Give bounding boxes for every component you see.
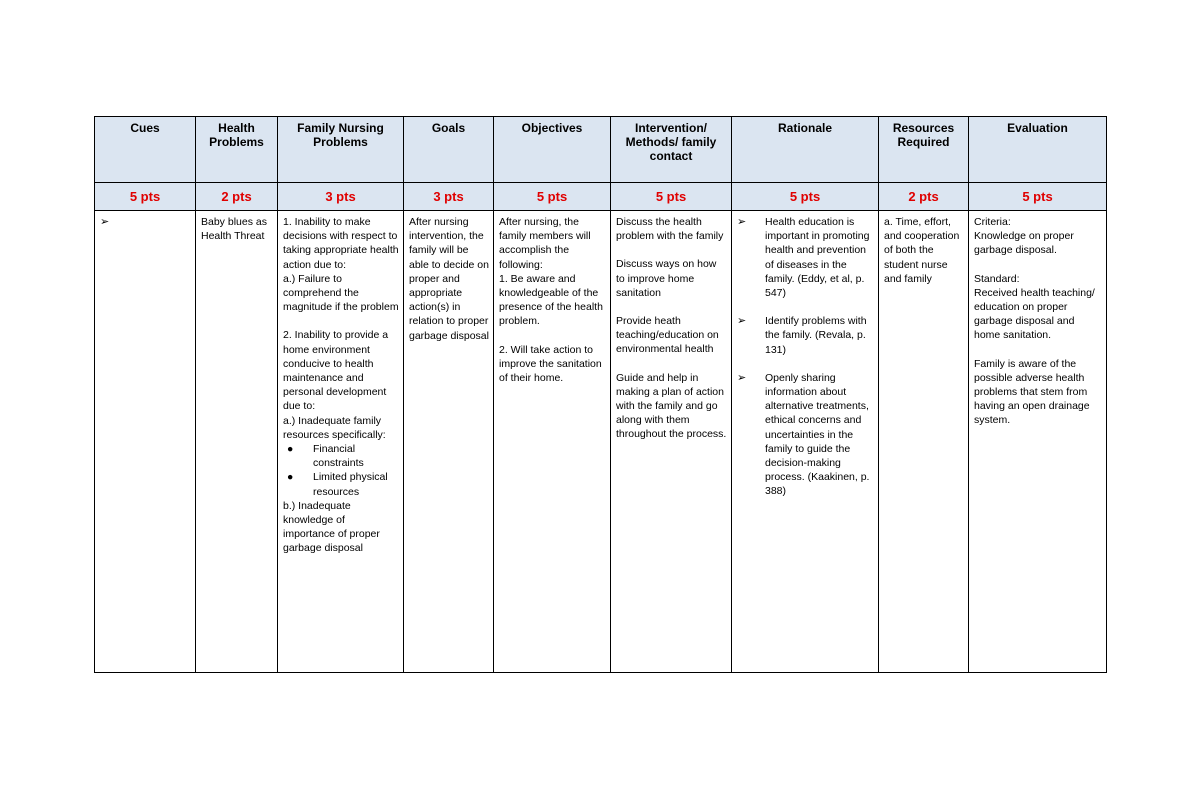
cell-family-nursing-problems (278, 211, 404, 673)
cell-health-problem (196, 211, 278, 673)
health-problem-text: Baby blues as Health Threat (201, 216, 267, 243)
evaluation-criteria: Knowledge on proper garbage disposal. (974, 230, 1074, 257)
intervention-item: Guide and help in making a plan of action with the family and go along with them throughout the process. (616, 371, 727, 441)
header-family-nursing-problems: Family Nursing Problems (278, 117, 404, 183)
fnp-problem-1: 1. Inability to make decisions with respect to taking appropriate health action due to: (283, 216, 399, 271)
points-intervention: 5 pts (611, 183, 732, 211)
header-cues: Cues (95, 117, 196, 183)
points-health-problems: 2 pts (196, 183, 278, 211)
arrow-bullet-icon: ➢ (737, 315, 747, 328)
intervention-item: Provide heath teaching/education on environmental health (616, 315, 719, 356)
fnp-problem-2b: b.) Inadequate knowledge of importance of proper garbage disposal (283, 499, 380, 555)
rationale-item (737, 215, 874, 300)
fnp-problem-2a: a.) Inadequate family resources specifically: (283, 414, 386, 441)
cell-cues (95, 211, 196, 673)
intervention-item: Discuss the health problem with the family (616, 216, 724, 243)
arrow-bullet-icon: ➢ (737, 371, 747, 384)
evaluation-standard: Received health teaching/ education on proper garbage disposal and home sanitation. (974, 286, 1095, 342)
header-objectives: Objectives (494, 117, 611, 183)
points-evaluation: 5 pts (969, 183, 1107, 211)
rationale-text: Health education is important in promoting health and prevention of diseases in the family. (Eddy, et al, p. 547) (765, 216, 870, 300)
evaluation-criteria-label: Criteria: (974, 216, 1011, 228)
header-intervention: Intervention/ Methods/ family contact (611, 117, 732, 183)
header-rationale: Rationale (732, 117, 879, 183)
points-resources: 2 pts (879, 183, 969, 211)
rationale-item (737, 314, 874, 357)
cell-interventions (611, 211, 732, 673)
points-rationale: 5 pts (732, 183, 879, 211)
resources-text: a. Time, effort, and cooperation of both the student nurse and family (884, 216, 960, 285)
cell-rationale (732, 211, 879, 673)
cell-objectives (494, 211, 611, 673)
points-row (95, 183, 1107, 211)
points-goals: 3 pts (404, 183, 494, 211)
objective-1: 1. Be aware and knowledgeable of the presence of the health problem. (499, 272, 603, 328)
cell-goals (404, 211, 494, 673)
rationale-text: Identify problems with the family. (Revala, p. 131) (765, 315, 867, 356)
points-objectives: 5 pts (494, 183, 611, 211)
round-bullet-icon: ● (287, 443, 294, 456)
objectives-intro: After nursing, the family members will accomplish the following: (499, 216, 591, 271)
header-goals: Goals (404, 117, 494, 183)
cell-evaluation (969, 211, 1107, 673)
evaluation-standard-label: Standard: (974, 272, 1020, 285)
header-evaluation: Evaluation (969, 117, 1107, 183)
objective-2: 2. Will take action to improve the sanitation of their home. (499, 343, 602, 385)
intervention-item: Discuss ways on how to improve home sanitation (616, 258, 717, 299)
fnp-bullet-text: Limited physical resources (313, 471, 388, 498)
fnp-problem-2: 2. Inability to provide a home environment conducive to health maintenance and personal development due to: (283, 329, 389, 413)
fnp-bullet-item (283, 470, 399, 498)
evaluation-result: Family is aware of the possible adverse health problems that stem from having an open drainage system. (974, 357, 1090, 427)
round-bullet-icon: ● (287, 471, 294, 484)
rationale-text: Openly sharing information about alternative treatments, ethical concerns and uncertainties in the family to guide the decision-making process. (Kaakinen, p. 388) (765, 371, 870, 498)
cell-resources (879, 211, 969, 673)
header-health-problems: Health Problems (196, 117, 278, 183)
points-cues: 5 pts (95, 183, 196, 211)
header-row (95, 117, 1107, 183)
goals-text: After nursing intervention, the family will be able to decide on proper and appropriate action(s) in relation to proper garbage disposal (409, 216, 489, 342)
body-row (95, 211, 1107, 673)
fnp-bullet-text: Financial constraints (313, 443, 364, 470)
header-resources: Resources Required (879, 117, 969, 183)
fnp-bullet-item (283, 442, 399, 470)
points-family-nursing-problems: 3 pts (278, 183, 404, 211)
arrow-bullet-icon: ➢ (100, 216, 110, 228)
arrow-bullet-icon: ➢ (737, 216, 747, 228)
fnp-problem-1a: a.) Failure to comprehend the magnitude if the problem (283, 272, 399, 314)
family-nursing-care-plan-table (94, 116, 1107, 673)
rationale-item (737, 371, 874, 499)
